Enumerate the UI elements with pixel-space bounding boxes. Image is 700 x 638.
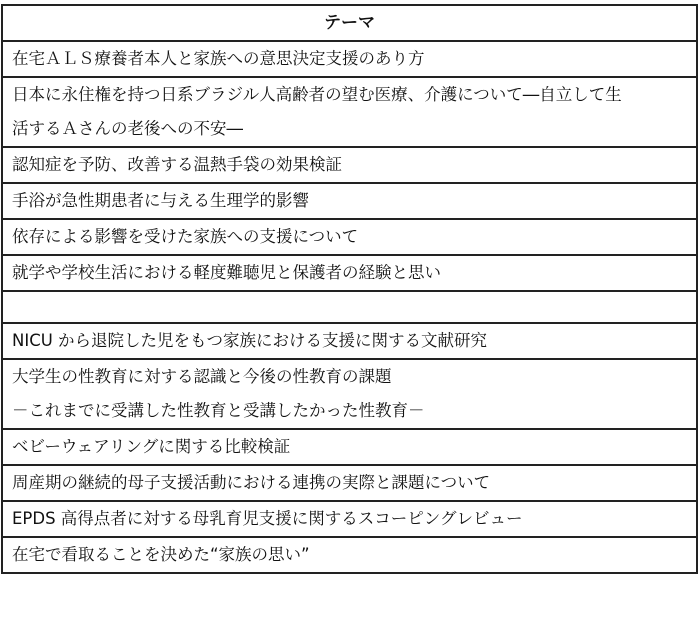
table-row	[2, 219, 697, 255]
table-row	[2, 465, 697, 501]
table-row	[2, 147, 697, 183]
table-row	[2, 359, 697, 429]
table-cell	[2, 501, 697, 537]
cell-text: 就学や学校生活における軽度難聴児と保護者の経験と思い	[12, 263, 441, 282]
cell-text: 周産期の継続的母子支援活動における連携の実際と課題について	[12, 473, 491, 492]
cell-text: NICU から退院した児をもつ家族における支援に関する文献研究	[12, 331, 488, 350]
table-cell	[2, 147, 697, 183]
cell-text: 認知症を予防、改善する温熱手袋の効果検証	[12, 155, 342, 174]
table-cell	[2, 41, 697, 77]
table-row-empty	[2, 291, 697, 323]
table-header-theme: テーマ	[2, 5, 697, 41]
cell-text: －これまでに受講した性教育と受講したかった性教育－	[12, 401, 425, 420]
table-row	[2, 501, 697, 537]
table-cell	[2, 77, 697, 147]
table-row	[2, 255, 697, 291]
cell-text: 日本に永住権を持つ日系ブラジル人高齢者の望む医療、介護について―自立して生	[12, 85, 622, 104]
table-row	[2, 323, 697, 359]
cell-text: 活するＡさんの老後への不安―	[12, 119, 243, 138]
table-cell	[2, 183, 697, 219]
table-cell	[2, 255, 697, 291]
cell-text: 在宅で看取ることを決めた“家族の思い”	[12, 545, 310, 564]
table-row	[2, 183, 697, 219]
cell-text: 在宅ＡＬＳ療養者本人と家族への意思決定支援のあり方	[12, 49, 425, 68]
table-cell	[2, 537, 697, 573]
cell-text: ベビーウェアリングに関する比較検証	[12, 437, 291, 456]
themes-table	[1, 4, 698, 574]
cell-text: 手浴が急性期患者に与える生理学的影響	[12, 191, 309, 210]
table-cell-empty	[2, 291, 697, 323]
table-row	[2, 77, 697, 147]
table-cell	[2, 465, 697, 501]
table-cell	[2, 219, 697, 255]
table-cell	[2, 359, 697, 429]
cell-text: 大学生の性教育に対する認識と今後の性教育の課題	[12, 367, 392, 386]
cell-text: 依存による影響を受けた家族への支援について	[12, 227, 359, 246]
cell-text: EPDS 高得点者に対する母乳育児支援に関するスコーピングレビュー	[12, 509, 523, 528]
table-row	[2, 537, 697, 573]
table-cell	[2, 323, 697, 359]
table-row	[2, 41, 697, 77]
table-cell	[2, 429, 697, 465]
table-row	[2, 429, 697, 465]
